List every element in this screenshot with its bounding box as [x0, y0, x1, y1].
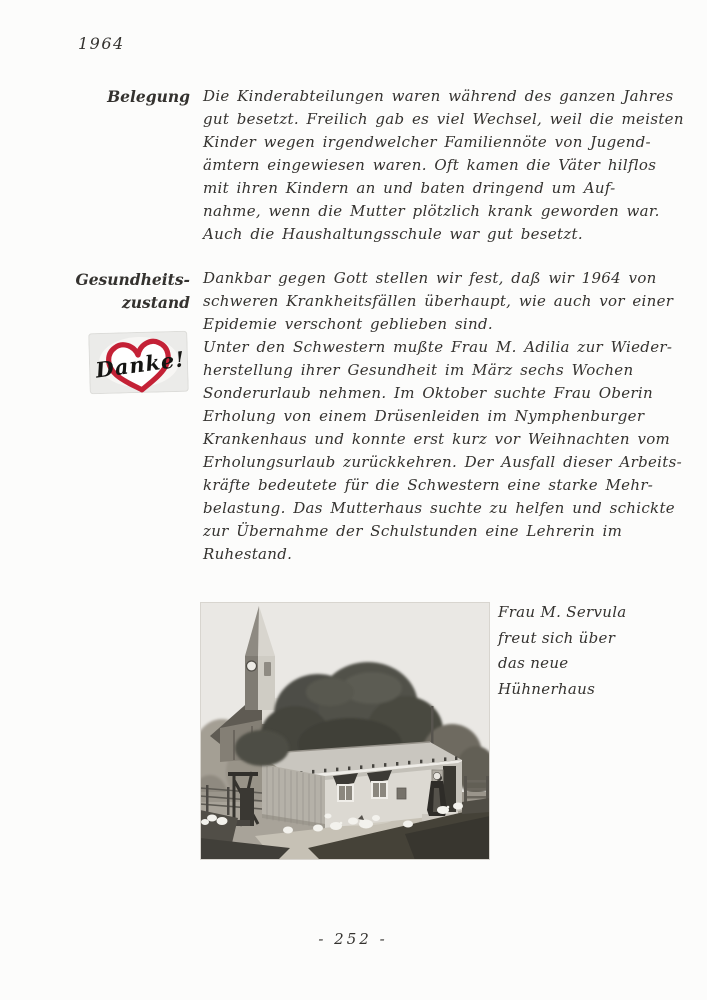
- label-line: zustand: [121, 293, 190, 312]
- caption-line: Frau M. Servula: [498, 603, 627, 621]
- year-header: 1964: [78, 34, 125, 53]
- text-line: Auch die Haushaltungsschule war gut besetzt.: [203, 225, 583, 243]
- text-line: kräfte bedeutete für die Schwestern eine starke Mehr-: [203, 476, 654, 494]
- caption-line: das neue: [498, 654, 569, 672]
- text-line: Unter den Schwestern mußte Frau M. Adilia zur Wieder-: [203, 338, 673, 356]
- text-line: nahme, wenn die Mutter plötzlich krank geworden war.: [203, 202, 660, 220]
- heart-icon: [88, 331, 189, 395]
- section-gesundheitszustand-text: [203, 267, 682, 566]
- photo-caption: [498, 600, 627, 702]
- section-belegung-text: [203, 85, 684, 246]
- caption-line: Hühnerhaus: [498, 679, 596, 698]
- label-line: Gesundheits-: [75, 270, 190, 289]
- section-label-belegung: Belegung: [107, 87, 190, 106]
- text-line: Ruhestand.: [203, 545, 293, 563]
- text-line: herstellung ihrer Gesundheit im März sechs Wochen: [203, 361, 634, 379]
- text-line: Krankenhaus und konnte erst kurz vor Weihnachten vom: [203, 430, 671, 448]
- page-number: - 252 -: [318, 930, 388, 948]
- text-line: Erholungsurlaub zurückkehren. Der Ausfall dieser Arbeits-: [203, 453, 682, 471]
- danke-heart-sticker: [88, 331, 189, 395]
- text-line: Epidemie verschont geblieben sind.: [203, 315, 493, 333]
- sticker-text: Danke!: [94, 346, 187, 383]
- section-label-gesundheitszustand: [0, 268, 190, 314]
- text-line: gut besetzt. Freilich gab es viel Wechsel, weil die meisten: [203, 110, 684, 128]
- text-line: Dankbar gegen Gott stellen wir fest, daß wir 1964 von: [203, 269, 657, 287]
- text-line: belastung. Das Mutterhaus suchte zu helfen und schickte: [203, 499, 675, 517]
- text-line: Kinder wegen irgendwelcher Familiennöte von Jugend-: [203, 133, 651, 151]
- text-line: Die Kinderabteilungen waren während des ganzen Jahres: [203, 87, 674, 105]
- text-line: schweren Krankheitsfällen überhaupt, wie auch vor einer: [203, 292, 674, 310]
- text-line: Erholung von einem Drüsenleiden im Nymphenburger: [203, 407, 645, 425]
- photo-church-chicken-house: [200, 602, 490, 860]
- text-line: Sonderurlaub nehmen. Im Oktober suchte Frau Oberin: [203, 384, 653, 402]
- text-line: mit ihren Kindern an und baten dringend um Auf-: [203, 179, 616, 197]
- text-line: ämtern eingewiesen waren. Oft kamen die Väter hilflos: [203, 156, 657, 174]
- caption-line: freut sich über: [498, 628, 616, 647]
- text-line: zur Übernahme der Schulstunden eine Lehrerin im: [203, 522, 623, 540]
